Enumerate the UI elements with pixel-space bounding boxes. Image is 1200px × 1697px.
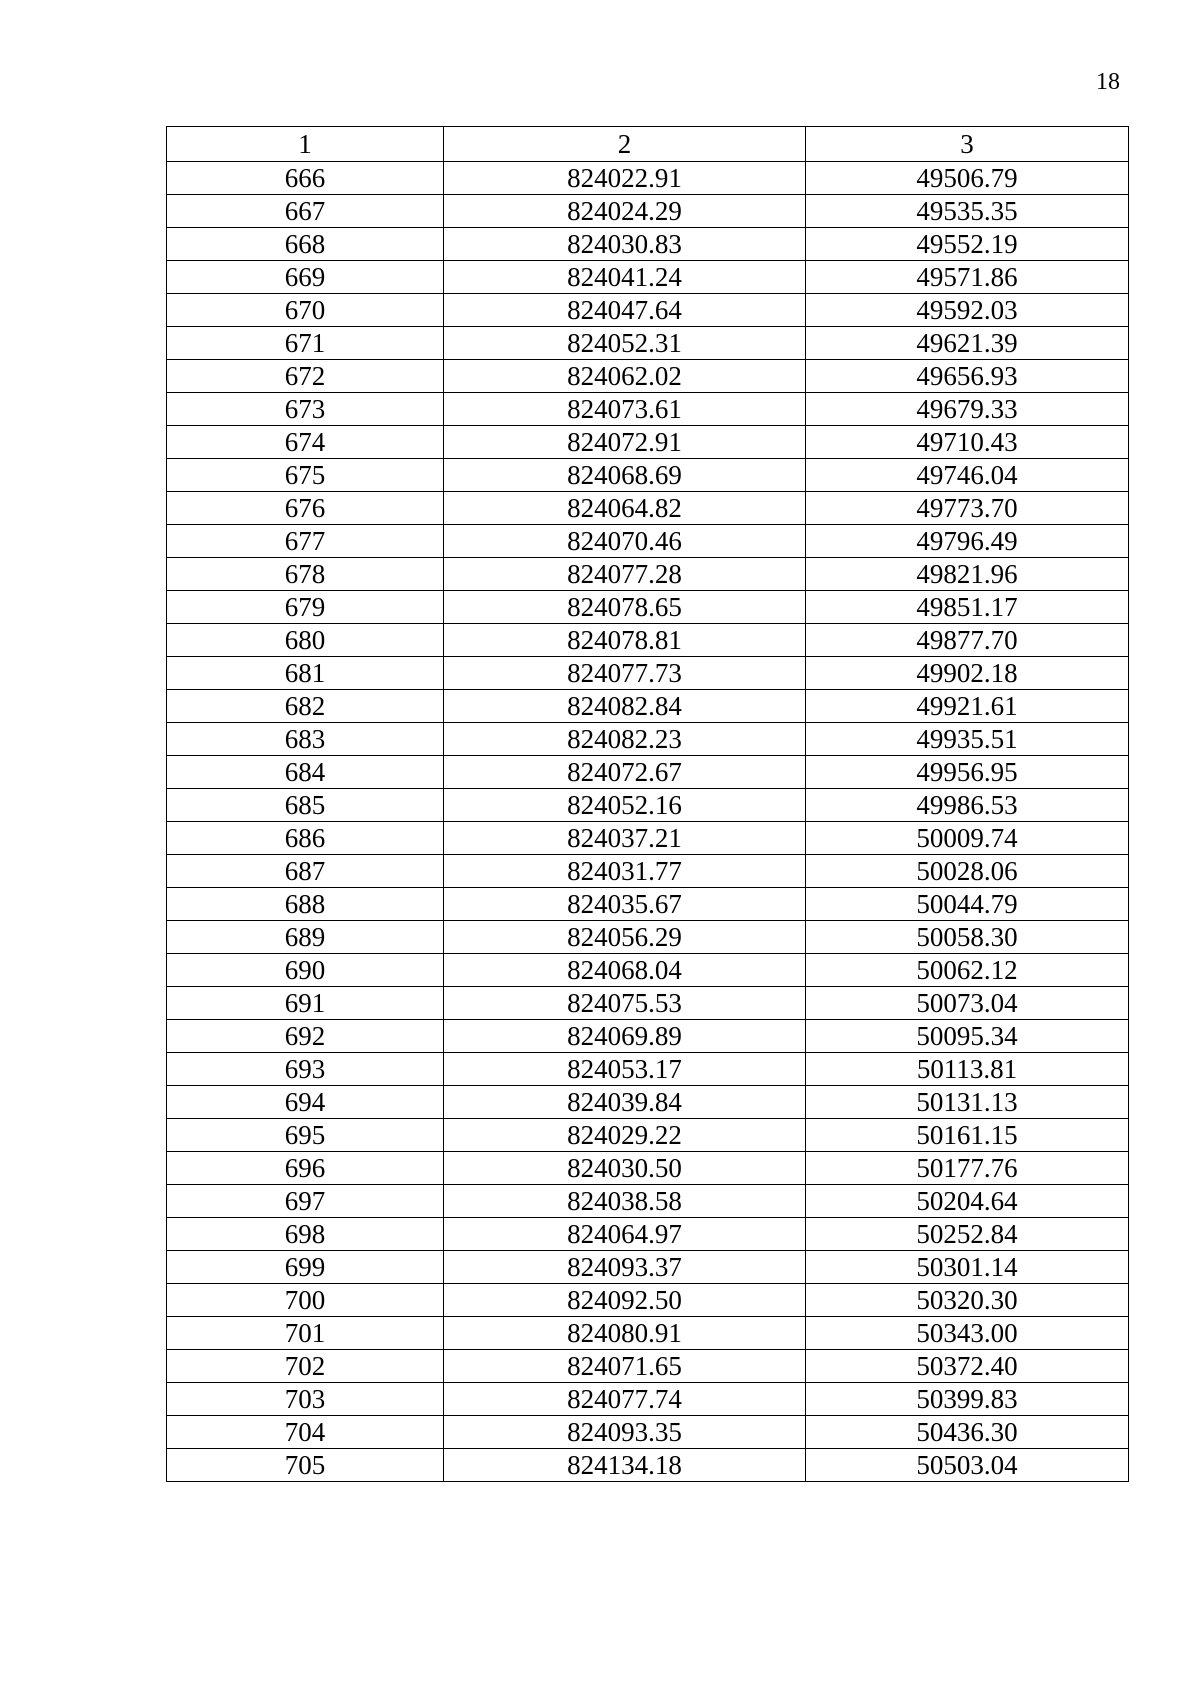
point-number-cell: 695	[167, 1119, 444, 1152]
x-coordinate-cell: 824134.18	[444, 1449, 806, 1482]
table-row	[167, 1185, 1129, 1218]
y-coordinate-cell: 49921.61	[806, 690, 1129, 723]
x-coordinate-cell: 824062.02	[444, 360, 806, 393]
table-row	[167, 1383, 1129, 1416]
table-row	[167, 459, 1129, 492]
table-row	[167, 1053, 1129, 1086]
y-coordinate-cell: 50436.30	[806, 1416, 1129, 1449]
point-number-cell: 669	[167, 261, 444, 294]
table-row	[167, 624, 1129, 657]
x-coordinate-cell: 824064.97	[444, 1218, 806, 1251]
x-coordinate-cell: 824022.91	[444, 162, 806, 195]
point-number-cell: 672	[167, 360, 444, 393]
table-row	[167, 261, 1129, 294]
y-coordinate-cell: 50073.04	[806, 987, 1129, 1020]
y-coordinate-cell: 49935.51	[806, 723, 1129, 756]
x-coordinate-cell: 824075.53	[444, 987, 806, 1020]
x-coordinate-cell: 824068.04	[444, 954, 806, 987]
point-number-cell: 683	[167, 723, 444, 756]
y-coordinate-cell: 50372.40	[806, 1350, 1129, 1383]
point-number-cell: 679	[167, 591, 444, 624]
point-number-cell: 681	[167, 657, 444, 690]
point-number-cell: 680	[167, 624, 444, 657]
table-row	[167, 855, 1129, 888]
x-coordinate-cell: 824080.91	[444, 1317, 806, 1350]
point-number-cell: 692	[167, 1020, 444, 1053]
table-row	[167, 393, 1129, 426]
y-coordinate-cell: 50028.06	[806, 855, 1129, 888]
x-coordinate-cell: 824077.28	[444, 558, 806, 591]
table-row	[167, 162, 1129, 195]
point-number-cell: 705	[167, 1449, 444, 1482]
y-coordinate-cell: 49956.95	[806, 756, 1129, 789]
y-coordinate-cell: 49621.39	[806, 327, 1129, 360]
x-coordinate-cell: 824047.64	[444, 294, 806, 327]
x-coordinate-cell: 824068.69	[444, 459, 806, 492]
x-coordinate-cell: 824078.65	[444, 591, 806, 624]
x-coordinate-cell: 824030.50	[444, 1152, 806, 1185]
coordinates-table	[166, 126, 1129, 1482]
y-coordinate-cell: 49902.18	[806, 657, 1129, 690]
point-number-cell: 688	[167, 888, 444, 921]
point-number-cell: 684	[167, 756, 444, 789]
point-number-cell: 673	[167, 393, 444, 426]
x-coordinate-cell: 824069.89	[444, 1020, 806, 1053]
y-coordinate-cell: 49710.43	[806, 426, 1129, 459]
point-number-cell: 668	[167, 228, 444, 261]
point-number-cell: 667	[167, 195, 444, 228]
x-coordinate-cell: 824056.29	[444, 921, 806, 954]
point-number-cell: 698	[167, 1218, 444, 1251]
table-row	[167, 822, 1129, 855]
x-coordinate-cell: 824029.22	[444, 1119, 806, 1152]
point-number-cell: 699	[167, 1251, 444, 1284]
x-coordinate-cell: 824078.81	[444, 624, 806, 657]
column-header: 2	[444, 127, 806, 162]
x-coordinate-cell: 824053.17	[444, 1053, 806, 1086]
x-coordinate-cell: 824030.83	[444, 228, 806, 261]
point-number-cell: 677	[167, 525, 444, 558]
y-coordinate-cell: 49571.86	[806, 261, 1129, 294]
y-coordinate-cell: 49592.03	[806, 294, 1129, 327]
x-coordinate-cell: 824072.67	[444, 756, 806, 789]
x-coordinate-cell: 824077.74	[444, 1383, 806, 1416]
y-coordinate-cell: 49821.96	[806, 558, 1129, 591]
x-coordinate-cell: 824082.84	[444, 690, 806, 723]
y-coordinate-cell: 50161.15	[806, 1119, 1129, 1152]
x-coordinate-cell: 824038.58	[444, 1185, 806, 1218]
table-row	[167, 1350, 1129, 1383]
point-number-cell: 697	[167, 1185, 444, 1218]
table-row	[167, 1020, 1129, 1053]
table-row	[167, 921, 1129, 954]
table-row	[167, 558, 1129, 591]
column-header: 3	[806, 127, 1129, 162]
y-coordinate-cell: 50301.14	[806, 1251, 1129, 1284]
y-coordinate-cell: 49986.53	[806, 789, 1129, 822]
y-coordinate-cell: 49656.93	[806, 360, 1129, 393]
point-number-cell: 686	[167, 822, 444, 855]
table-row	[167, 1416, 1129, 1449]
table-row	[167, 756, 1129, 789]
x-coordinate-cell: 824072.91	[444, 426, 806, 459]
point-number-cell: 675	[167, 459, 444, 492]
point-number-cell: 678	[167, 558, 444, 591]
x-coordinate-cell: 824064.82	[444, 492, 806, 525]
point-number-cell: 687	[167, 855, 444, 888]
y-coordinate-cell: 49552.19	[806, 228, 1129, 261]
table-row	[167, 1086, 1129, 1119]
table-row	[167, 723, 1129, 756]
point-number-cell: 682	[167, 690, 444, 723]
x-coordinate-cell: 824093.37	[444, 1251, 806, 1284]
point-number-cell: 703	[167, 1383, 444, 1416]
y-coordinate-cell: 49506.79	[806, 162, 1129, 195]
table-row	[167, 294, 1129, 327]
x-coordinate-cell: 824071.65	[444, 1350, 806, 1383]
point-number-cell: 671	[167, 327, 444, 360]
table-body	[167, 127, 1129, 1482]
point-number-cell: 704	[167, 1416, 444, 1449]
point-number-cell: 696	[167, 1152, 444, 1185]
y-coordinate-cell: 50204.64	[806, 1185, 1129, 1218]
x-coordinate-cell: 824052.16	[444, 789, 806, 822]
point-number-cell: 674	[167, 426, 444, 459]
x-coordinate-cell: 824031.77	[444, 855, 806, 888]
x-coordinate-cell: 824035.67	[444, 888, 806, 921]
table-row	[167, 888, 1129, 921]
table-row	[167, 195, 1129, 228]
x-coordinate-cell: 824093.35	[444, 1416, 806, 1449]
table-row	[167, 1218, 1129, 1251]
table-row	[167, 1449, 1129, 1482]
x-coordinate-cell: 824024.29	[444, 195, 806, 228]
y-coordinate-cell: 50009.74	[806, 822, 1129, 855]
table-row	[167, 327, 1129, 360]
point-number-cell: 694	[167, 1086, 444, 1119]
x-coordinate-cell: 824041.24	[444, 261, 806, 294]
table-header-row	[167, 127, 1129, 162]
y-coordinate-cell: 50113.81	[806, 1053, 1129, 1086]
y-coordinate-cell: 49746.04	[806, 459, 1129, 492]
table-row	[167, 1152, 1129, 1185]
y-coordinate-cell: 49535.35	[806, 195, 1129, 228]
table-row	[167, 954, 1129, 987]
point-number-cell: 691	[167, 987, 444, 1020]
table-row	[167, 360, 1129, 393]
table-row	[167, 1317, 1129, 1350]
table-row	[167, 690, 1129, 723]
y-coordinate-cell: 50044.79	[806, 888, 1129, 921]
table-row	[167, 492, 1129, 525]
y-coordinate-cell: 49796.49	[806, 525, 1129, 558]
y-coordinate-cell: 49877.70	[806, 624, 1129, 657]
y-coordinate-cell: 50399.83	[806, 1383, 1129, 1416]
x-coordinate-cell: 824092.50	[444, 1284, 806, 1317]
table-row	[167, 1119, 1129, 1152]
y-coordinate-cell: 50320.30	[806, 1284, 1129, 1317]
x-coordinate-cell: 824082.23	[444, 723, 806, 756]
table-row	[167, 657, 1129, 690]
table-row	[167, 525, 1129, 558]
x-coordinate-cell: 824070.46	[444, 525, 806, 558]
y-coordinate-cell: 50095.34	[806, 1020, 1129, 1053]
point-number-cell: 689	[167, 921, 444, 954]
point-number-cell: 693	[167, 1053, 444, 1086]
point-number-cell: 676	[167, 492, 444, 525]
point-number-cell: 702	[167, 1350, 444, 1383]
x-coordinate-cell: 824039.84	[444, 1086, 806, 1119]
x-coordinate-cell: 824077.73	[444, 657, 806, 690]
y-coordinate-cell: 50177.76	[806, 1152, 1129, 1185]
point-number-cell: 685	[167, 789, 444, 822]
column-header: 1	[167, 127, 444, 162]
point-number-cell: 700	[167, 1284, 444, 1317]
x-coordinate-cell: 824052.31	[444, 327, 806, 360]
table-row	[167, 228, 1129, 261]
point-number-cell: 666	[167, 162, 444, 195]
y-coordinate-cell: 49851.17	[806, 591, 1129, 624]
y-coordinate-cell: 49773.70	[806, 492, 1129, 525]
table-row	[167, 426, 1129, 459]
table-row	[167, 987, 1129, 1020]
point-number-cell: 670	[167, 294, 444, 327]
point-number-cell: 701	[167, 1317, 444, 1350]
table-row	[167, 1251, 1129, 1284]
x-coordinate-cell: 824073.61	[444, 393, 806, 426]
y-coordinate-cell: 50062.12	[806, 954, 1129, 987]
y-coordinate-cell: 50503.04	[806, 1449, 1129, 1482]
table-row	[167, 789, 1129, 822]
page-number: 18	[1096, 69, 1120, 95]
y-coordinate-cell: 49679.33	[806, 393, 1129, 426]
y-coordinate-cell: 50252.84	[806, 1218, 1129, 1251]
y-coordinate-cell: 50058.30	[806, 921, 1129, 954]
table-row	[167, 591, 1129, 624]
table-row	[167, 1284, 1129, 1317]
y-coordinate-cell: 50343.00	[806, 1317, 1129, 1350]
y-coordinate-cell: 50131.13	[806, 1086, 1129, 1119]
point-number-cell: 690	[167, 954, 444, 987]
x-coordinate-cell: 824037.21	[444, 822, 806, 855]
